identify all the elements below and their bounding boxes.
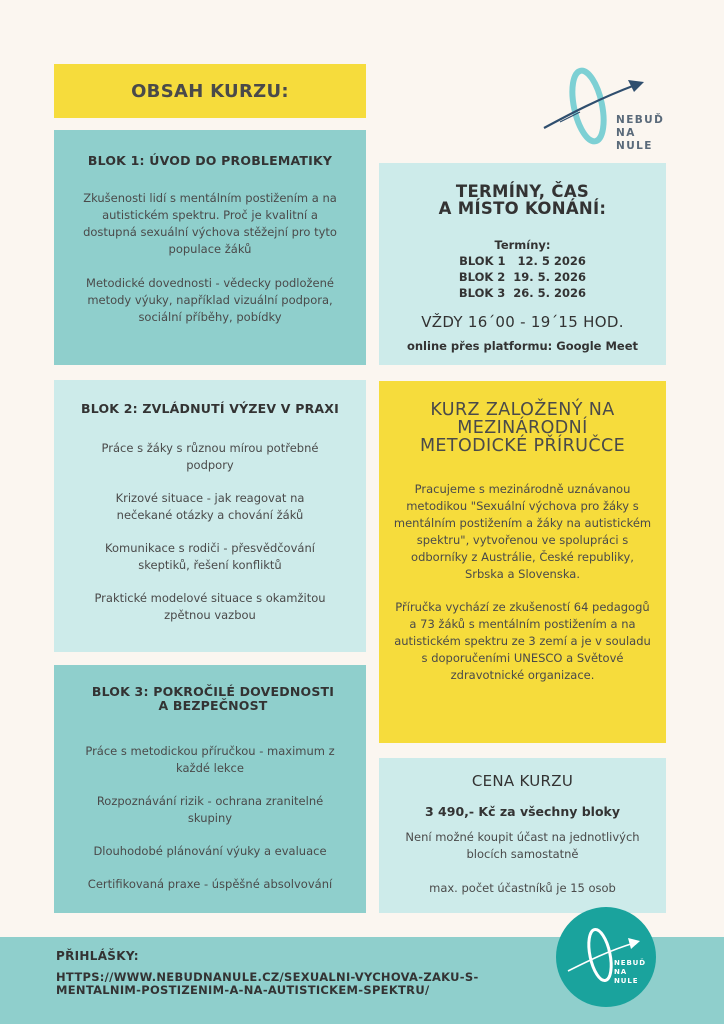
registration-link[interactable]: HTTPS://WWW.NEBUDNANULE.CZ/SEXUALNI-VYCHOVA-ZAKU-S-MENTALNIM-POSTIZENIM-A-NA-AUTISTICKEM-SPEKTRU/	[56, 970, 479, 997]
block-1-card	[54, 130, 366, 365]
page-title: OBSAH KURZU:	[131, 80, 289, 102]
block-1-title: BLOK 1: ÚVOD DO PROBLEMATIKY	[87, 153, 333, 168]
logo-word-2: NA	[616, 127, 636, 139]
logo-word-2: NA	[614, 968, 628, 976]
date-row: BLOK 2 19. 5. 2026	[458, 270, 587, 284]
logo-word-3: NULE	[614, 977, 639, 985]
dates-card	[379, 163, 666, 365]
registration-label: PŘIHLÁŠKY:	[56, 949, 139, 963]
price-card	[379, 758, 666, 913]
methodology-paragraph: Pracujeme s mezinárodně uznávanou metodikou "Sexuální výchova pro žáky s mentálním postižením a žáky na autistickém spektru", vytvořenou ve spolupráci s odborníky z Austrálie, České republiky, Srbska a Slovenska.	[393, 482, 652, 581]
logo-word-3: NULE	[616, 140, 653, 152]
methodology-title-line: MEZINÁRODNÍ	[457, 418, 588, 438]
block-3-card	[54, 665, 366, 913]
methodology-title-line: KURZ ZALOŽENÝ NA	[430, 400, 615, 420]
block-1-paragraph: Zkušenosti lidí s mentálním postižením a na autistickém spektru. Proč je kvalitní a dostupná sexuální výchova stěžejní pro tyto populace žáků	[83, 191, 337, 256]
dates-title	[379, 183, 666, 217]
brand-logo	[540, 62, 670, 158]
logo-emblem-icon	[556, 907, 656, 1007]
list-item: Certifikovaná praxe - úspěšné absolvování	[87, 877, 333, 891]
dates-title-line: A MÍSTO KONÁNÍ:	[438, 199, 607, 218]
dates-title-line: TERMÍNY, ČAS	[455, 182, 590, 201]
list-item: Práce s metodickou příručkou - maximum z každé lekce	[85, 744, 335, 775]
methodology-title	[379, 401, 666, 455]
date-row: BLOK 3 26. 5. 2026	[458, 286, 587, 300]
course-content-header	[54, 64, 366, 118]
block-2-title: BLOK 2: ZVLÁDNUTÍ VÝZEV V PRAXI	[81, 401, 339, 416]
list-item: Komunikace s rodiči - přesvědčování skeptiků, řešení konfliktů	[105, 541, 315, 572]
list-item: Krizové situace - jak reagovat na nečekané otázky a chování žáků	[115, 491, 305, 522]
methodology-title-line: METODICKÉ PŘÍRUČCE	[419, 436, 626, 456]
methodology-paragraph: Příručka vychází ze zkušeností 64 pedagogů a 73 žáků s mentálním postižením a na autistickém spektru ze 3 zemí a je v souladu s doporučeními UNESCO a Světové zdravotnické organizace.	[394, 600, 651, 682]
footer-logo	[556, 907, 656, 1007]
logo-word-1: NEBUĎ	[614, 959, 646, 967]
list-item: Praktické modelové situace s okamžitou zpětnou vazbou	[94, 591, 326, 622]
footer	[0, 937, 724, 1024]
methodology-card	[379, 381, 666, 743]
time-range: VŽDY 16´00 - 19´15 HOD.	[421, 313, 624, 331]
block-2-card	[54, 380, 366, 652]
dates-label: Termíny:	[494, 238, 551, 252]
price-title: CENA KURZU	[471, 772, 574, 790]
date-row: BLOK 1 12. 5 2026	[459, 254, 586, 268]
block-1-paragraph: Metodické dovednosti - vědecky podložené metody výuky, například vizuální podpora, sociální příběhy, pobídky	[86, 276, 334, 324]
block-3-title	[54, 685, 366, 713]
capacity-note: max. počet účastníků je 15 osob	[429, 881, 616, 895]
block-3-title-line: A BEZPEČNOST	[158, 698, 268, 713]
platform-note: online přes platformu: Google Meet	[406, 339, 639, 353]
list-item: Práce s žáky s různou mírou potřebné podpory	[101, 441, 319, 472]
block-3-title-line: BLOK 3: POKROČILÉ DOVEDNOSTI	[91, 684, 335, 699]
price-note: Není možné koupit účast na jednotlivých blocích samostatně	[405, 830, 640, 861]
list-item: Rozpoznávání rizik - ochrana zranitelné skupiny	[96, 794, 324, 825]
price-value: 3 490,- Kč za všechny bloky	[425, 804, 620, 819]
logo-word-1: NEBUĎ	[616, 114, 665, 126]
list-item: Dlouhodobé plánování výuky a evaluace	[93, 844, 327, 858]
